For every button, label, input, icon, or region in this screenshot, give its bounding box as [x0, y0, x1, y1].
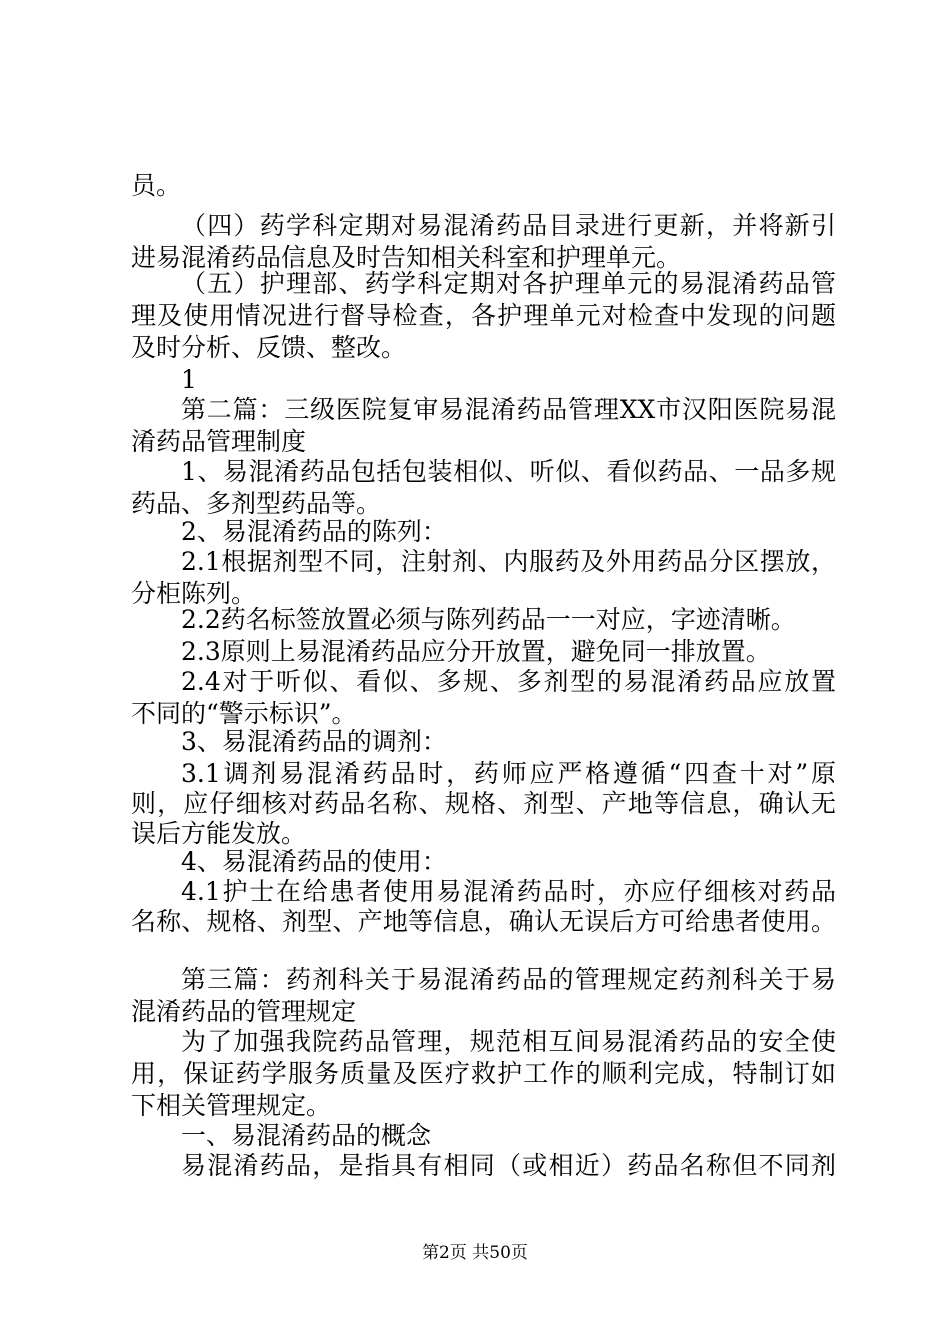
text-line: 2.2药名标签放置必须与陈列药品一一对应，字迹清晰。	[181, 605, 796, 634]
text-line: 1、易混淆药品包括包装相似、听似、看似药品、一品多规	[181, 457, 836, 486]
text-line: 及时分析、反馈、整改。	[131, 333, 407, 362]
text-line: 分柜陈列。	[131, 579, 257, 608]
text-line: 3、易混淆药品的调剂：	[181, 727, 447, 756]
text-line: （四）药学科定期对易混淆药品目录进行更新，并将新引	[181, 211, 836, 240]
section-heading: 第三篇：药剂科关于易混淆药品的管理规定药剂科关于易	[181, 965, 836, 994]
text-line: 4.1护士在给患者使用易混淆药品时，亦应仔细核对药品	[181, 877, 836, 906]
page-footer	[0, 1242, 950, 1264]
text-line: 2.1根据剂型不同，注射剂、内服药及外用药品分区摆放，	[181, 547, 836, 576]
text-line: 名称、规格、剂型、产地等信息，确认无误后方可给患者使用。	[131, 907, 836, 936]
text-line: 药品、多剂型药品等。	[131, 489, 382, 518]
text-line: 误后方能发放。	[131, 819, 307, 848]
page-indicator: 第2页 共50页	[422, 1243, 528, 1263]
text-line: 为了加强我院药品管理，规范相互间易混淆药品的安全使	[181, 1027, 836, 1056]
text-line: 理及使用情况进行督导检查，各护理单元对检查中发现的问题	[131, 301, 836, 330]
page-number-marker: 1	[181, 365, 197, 394]
text-line: 进易混淆药品信息及时告知相关科室和护理单元。	[131, 243, 682, 272]
text-line: 2.4对于听似、看似、多规、多剂型的易混淆药品应放置	[181, 667, 836, 696]
text-line: 4、易混淆药品的使用：	[181, 847, 447, 876]
text-line: 2、易混淆药品的陈列：	[181, 517, 447, 546]
text-line: （五）护理部、药学科定期对各护理单元的易混淆药品管	[181, 269, 836, 298]
section-heading: 第二篇：三级医院复审易混淆药品管理XX市汉阳医院易混	[181, 395, 836, 424]
text-line: 用，保证药学服务质量及医疗救护工作的顺利完成，特制订如	[131, 1059, 836, 1088]
text-line: 3.1调剂易混淆药品时，药师应严格遵循“四查十对”原	[181, 759, 836, 788]
text-line: 下相关管理规定。	[131, 1091, 332, 1120]
text-line: 一、易混淆药品的概念	[181, 1121, 432, 1150]
text-line: 不同的“警示标识”。	[131, 699, 357, 728]
text-line: 易混淆药品，是指具有相同（或相近）药品名称但不同剂	[181, 1151, 836, 1180]
section-heading-cont: 淆药品管理制度	[131, 427, 307, 456]
text-line: 则，应仔细核对药品名称、规格、剂型、产地等信息，确认无	[131, 789, 836, 818]
section-heading-cont: 混淆药品的管理规定	[131, 997, 357, 1026]
text-line: 员。	[131, 171, 182, 200]
text-line: 2.3原则上易混淆药品应分开放置，避免同一排放置。	[181, 637, 771, 666]
